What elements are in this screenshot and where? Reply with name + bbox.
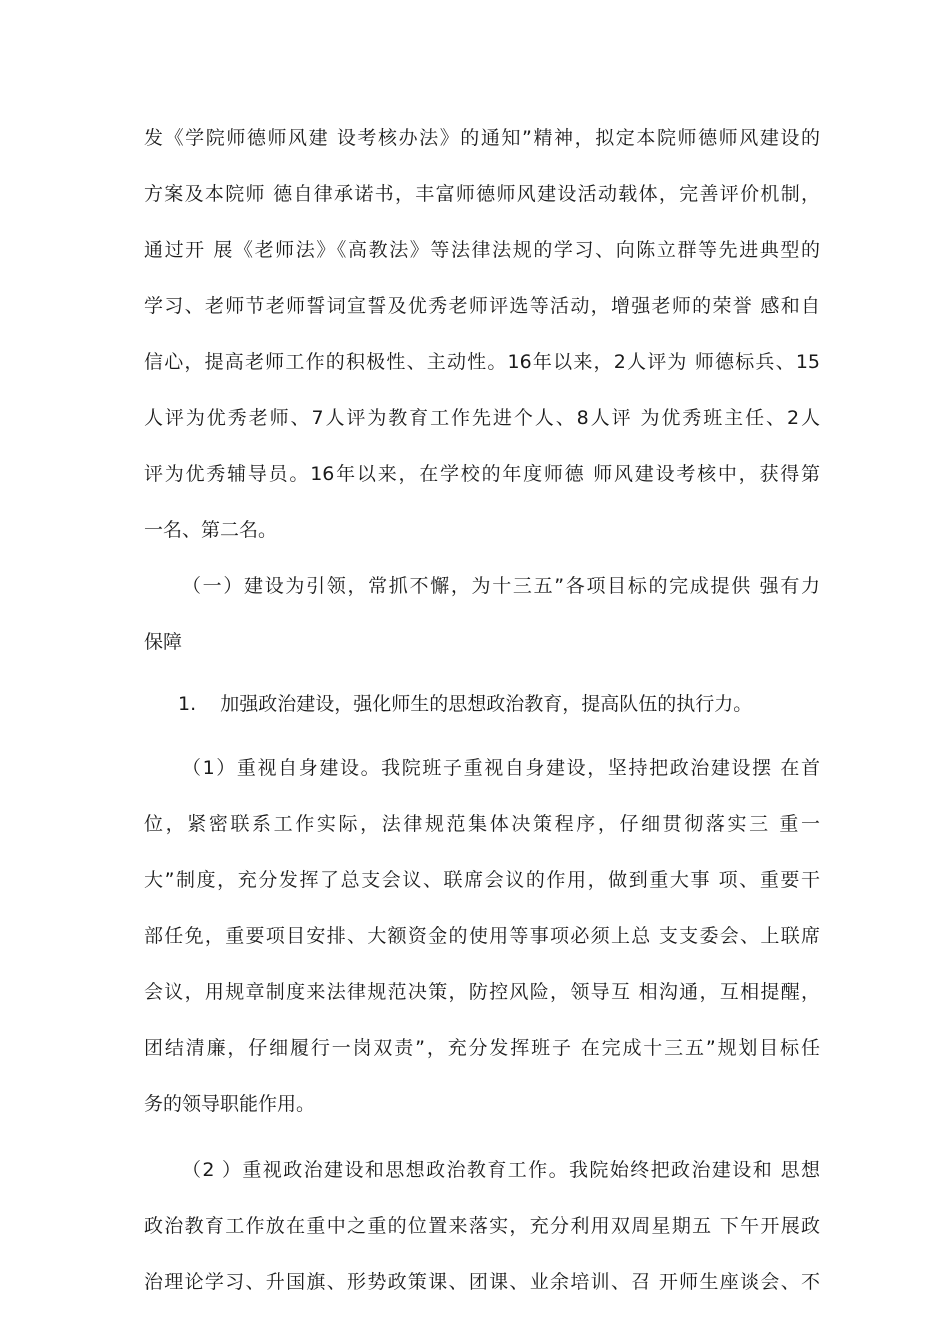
paragraph-2-line-4: 部任免，重要项目安排、大额资金的使用等事项必须上总 支支委会、上联席 (144, 925, 820, 947)
paragraph-3-line-1: （2 ）重视政治建设和思想政治教育工作。我院始终把政治建设和 思想 (182, 1159, 820, 1181)
paragraph-2-line-3: 大”制度，充分发挥了总支会议、联席会议的作用，做到重大事 项、重要干 (144, 869, 820, 891)
paragraph-1-line-6: 人评为优秀老师、7人评为教育工作先进个人、8人评 为优秀班主任、2人 (144, 407, 820, 429)
paragraph-1-line-5: 信心，提高老师工作的积极性、主动性。16年以来，2人评为 师德标兵、15 (144, 351, 820, 373)
paragraph-1-line-3: 通过开 展《老师法》《高教法》等法律法规的学习、向陈立群等先进典型的 (144, 239, 820, 261)
section-heading-line-1: （一）建设为引领，常抓不懈，为十三五”各项目标的完成提供 强有力 (182, 575, 820, 597)
paragraph-2-line-1: （1）重视自身建设。我院班子重视自身建设，坚持把政治建设摆 在首 (182, 757, 820, 779)
paragraph-2-line-6: 团结清廉，仔细履行一岗双责”，充分发挥班子 在完成十三五”规划目标任 (144, 1037, 820, 1059)
numbered-item-1: 1. 加强政治建设，强化师生的思想政治教育，提高队伍的执行力。 (178, 693, 753, 715)
paragraph-1-line-7: 评为优秀辅导员。16年以来，在学校的年度师德 师风建设考核中，获得第 (144, 463, 820, 485)
paragraph-1-line-4: 学习、老师节老师誓词宣誓及优秀老师评选等活动，增强老师的荣誉 感和自 (144, 295, 820, 317)
paragraph-2-line-5: 会议，用规章制度来法律规范决策，防控风险，领导互 相沟通，互相提醒， (144, 981, 820, 1003)
paragraph-3-line-3: 治理论学习、升国旗、形势政策课、团课、业余培训、召 开师生座谈会、不 (144, 1271, 820, 1293)
paragraph-1-line-2: 方案及本院师 德自律承诺书，丰富师德师风建设活动载体，完善评价机制， (144, 183, 820, 205)
section-heading-line-2: 保障 (144, 631, 183, 653)
paragraph-1-line-1: 发《学院师德师风建 设考核办法》的通知”精神，拟定本院师德师风建设的 (144, 127, 820, 149)
paragraph-3-line-2: 政治教育工作放在重中之重的位置来落实，充分利用双周星期五 下午开展政 (144, 1215, 820, 1237)
paragraph-2-line-7: 务的领导职能作用。 (144, 1093, 316, 1115)
paragraph-1-line-8: 一名、第二名。 (144, 519, 278, 541)
paragraph-2-line-2: 位，紧密联系工作实际，法律规范集体决策程序，仔细贯彻落实三 重一 (144, 813, 820, 835)
